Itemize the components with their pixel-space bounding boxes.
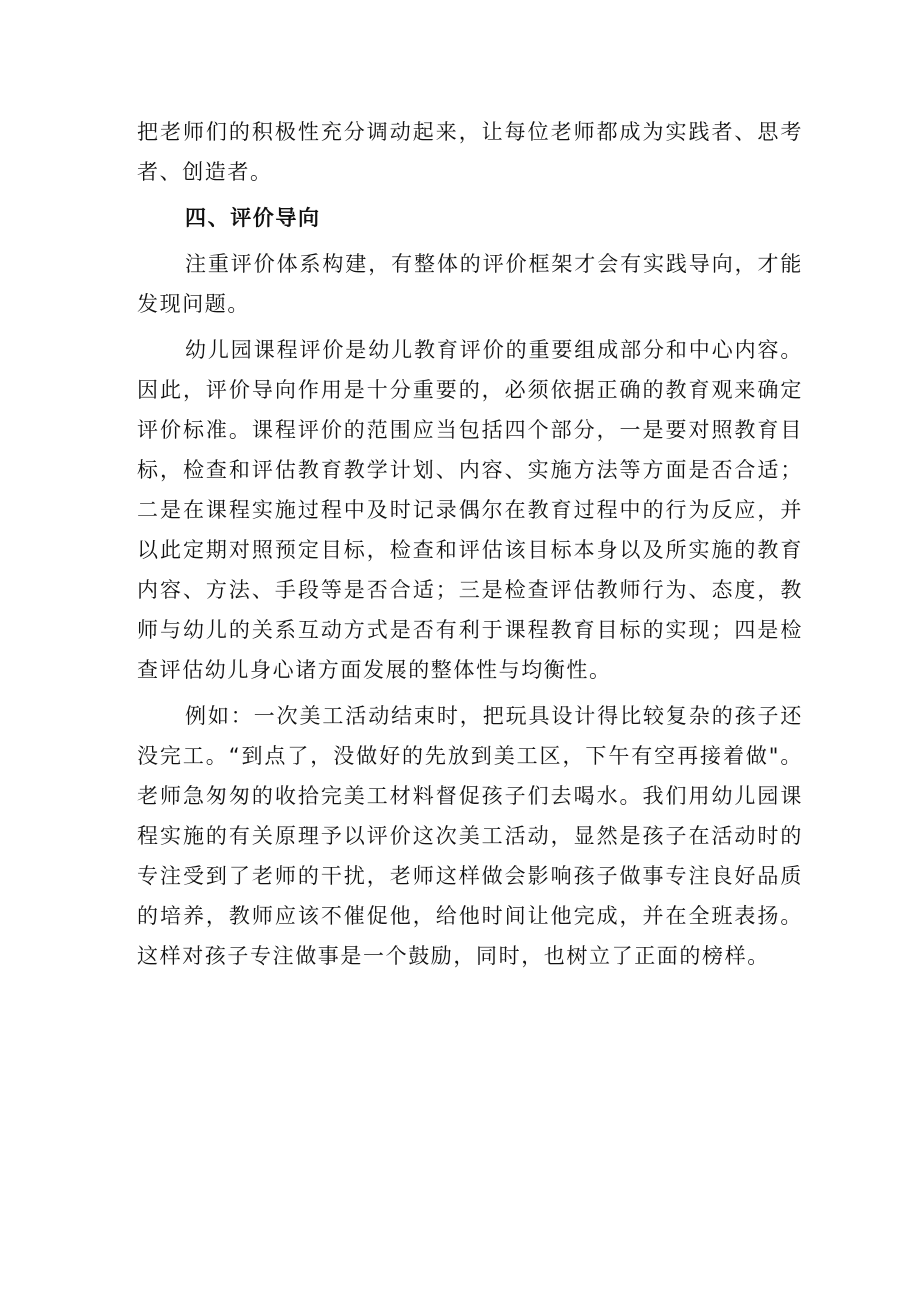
paragraph-curriculum-evaluation: 幼儿园课程评价是幼儿教育评价的重要组成部分和中心内容。因此，评价导向作用是十分重要的，必须依据正确的教育观来确定评价标准。课程评价的范围应当包括四个部分，一是要对照教育目标，检查和评估教育教学计划、内容、实施方法等方面是否合适；二是在课程实施过程中及时记录偶尔在教育过程中的行为反应，并以此定期对照预定目标，检查和评估该目标本身以及所实施的教育内容、方法、手段等是否合适；三是检查评估教师行为、态度，教师与幼儿的关系互动方式是否有利于课程教育目标的实现；四是检查评估幼儿身心诸方面发展的整体性与均衡性。: [137, 338, 803, 682]
paragraph-example-art-activity: 例如：一次美工活动结束时，把玩具设计得比较复杂的孩子还没完工。“到点了，没做好的先放到美工区，下午有空再接着做"。老师急匆匆的收拾完美工材料督促孩子们去喝水。我们用幼儿园课程实施的有关原理予以评价这次美工活动，显然是孩子在活动时的专注受到了老师的干扰，老师这样做会影响孩子做事专注良好品质的培养，教师应该不催促他，给他时间让他完成，并在全班表扬。这样对孩子专注做事是一个鼓励，同时，也树立了正面的榜样。: [137, 704, 803, 968]
paragraph-continuation: 把老师们的积极性充分调动起来，让每位老师都成为实践者、思考者、创造者。: [137, 120, 803, 184]
document-body: [137, 112, 803, 976]
paragraph-evaluation-system: 注重评价体系构建，有整体的评价框架才会有实践导向，才能发现问题。: [137, 252, 803, 316]
section-heading-evaluation-orientation: 四、评价导向: [185, 206, 321, 230]
